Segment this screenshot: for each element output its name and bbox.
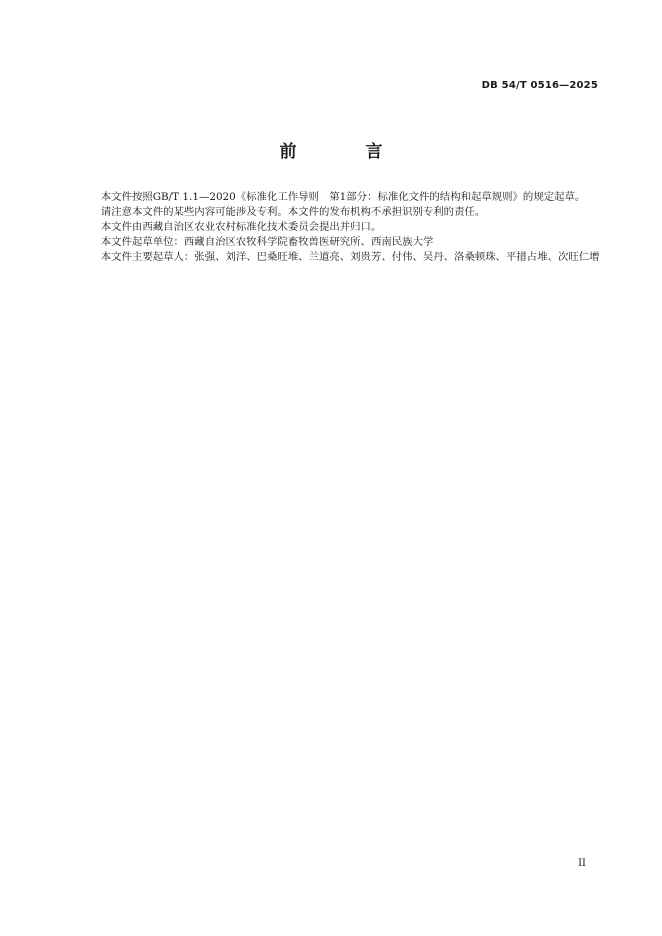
paragraph-drafting-units: 本文件起草单位：西藏自治区农牧科学院畜牧兽医研究所、西南民族大学 (100, 236, 434, 248)
paragraph-patent-notice: 请注意本文件的某些内容可能涉及专利。本文件的发布机构不承担识别专利的责任。 (100, 206, 486, 218)
paragraph-proposer: 本文件由西藏自治区农业农村标准化技术委员会提出并归口。 (100, 221, 382, 233)
document-code: DB 54/T 0516—2025 (481, 80, 598, 91)
paragraph-drafting-basis: 本文件按照GB/T 1.1—2020《标准化工作导则 第1部分：标准化文件的结构和起草规则》的规定起草。 (100, 191, 586, 203)
page-number: II (578, 858, 586, 869)
page-title: 前 言 (279, 142, 409, 162)
paragraph-drafters: 本文件主要起草人：张强、刘洋、巴桑旺堆、兰道亮、刘贵芳、付伟、吴丹、洛桑顿珠、平措占堆、次旺仁增 (100, 251, 600, 263)
foreword-body (80, 190, 600, 265)
